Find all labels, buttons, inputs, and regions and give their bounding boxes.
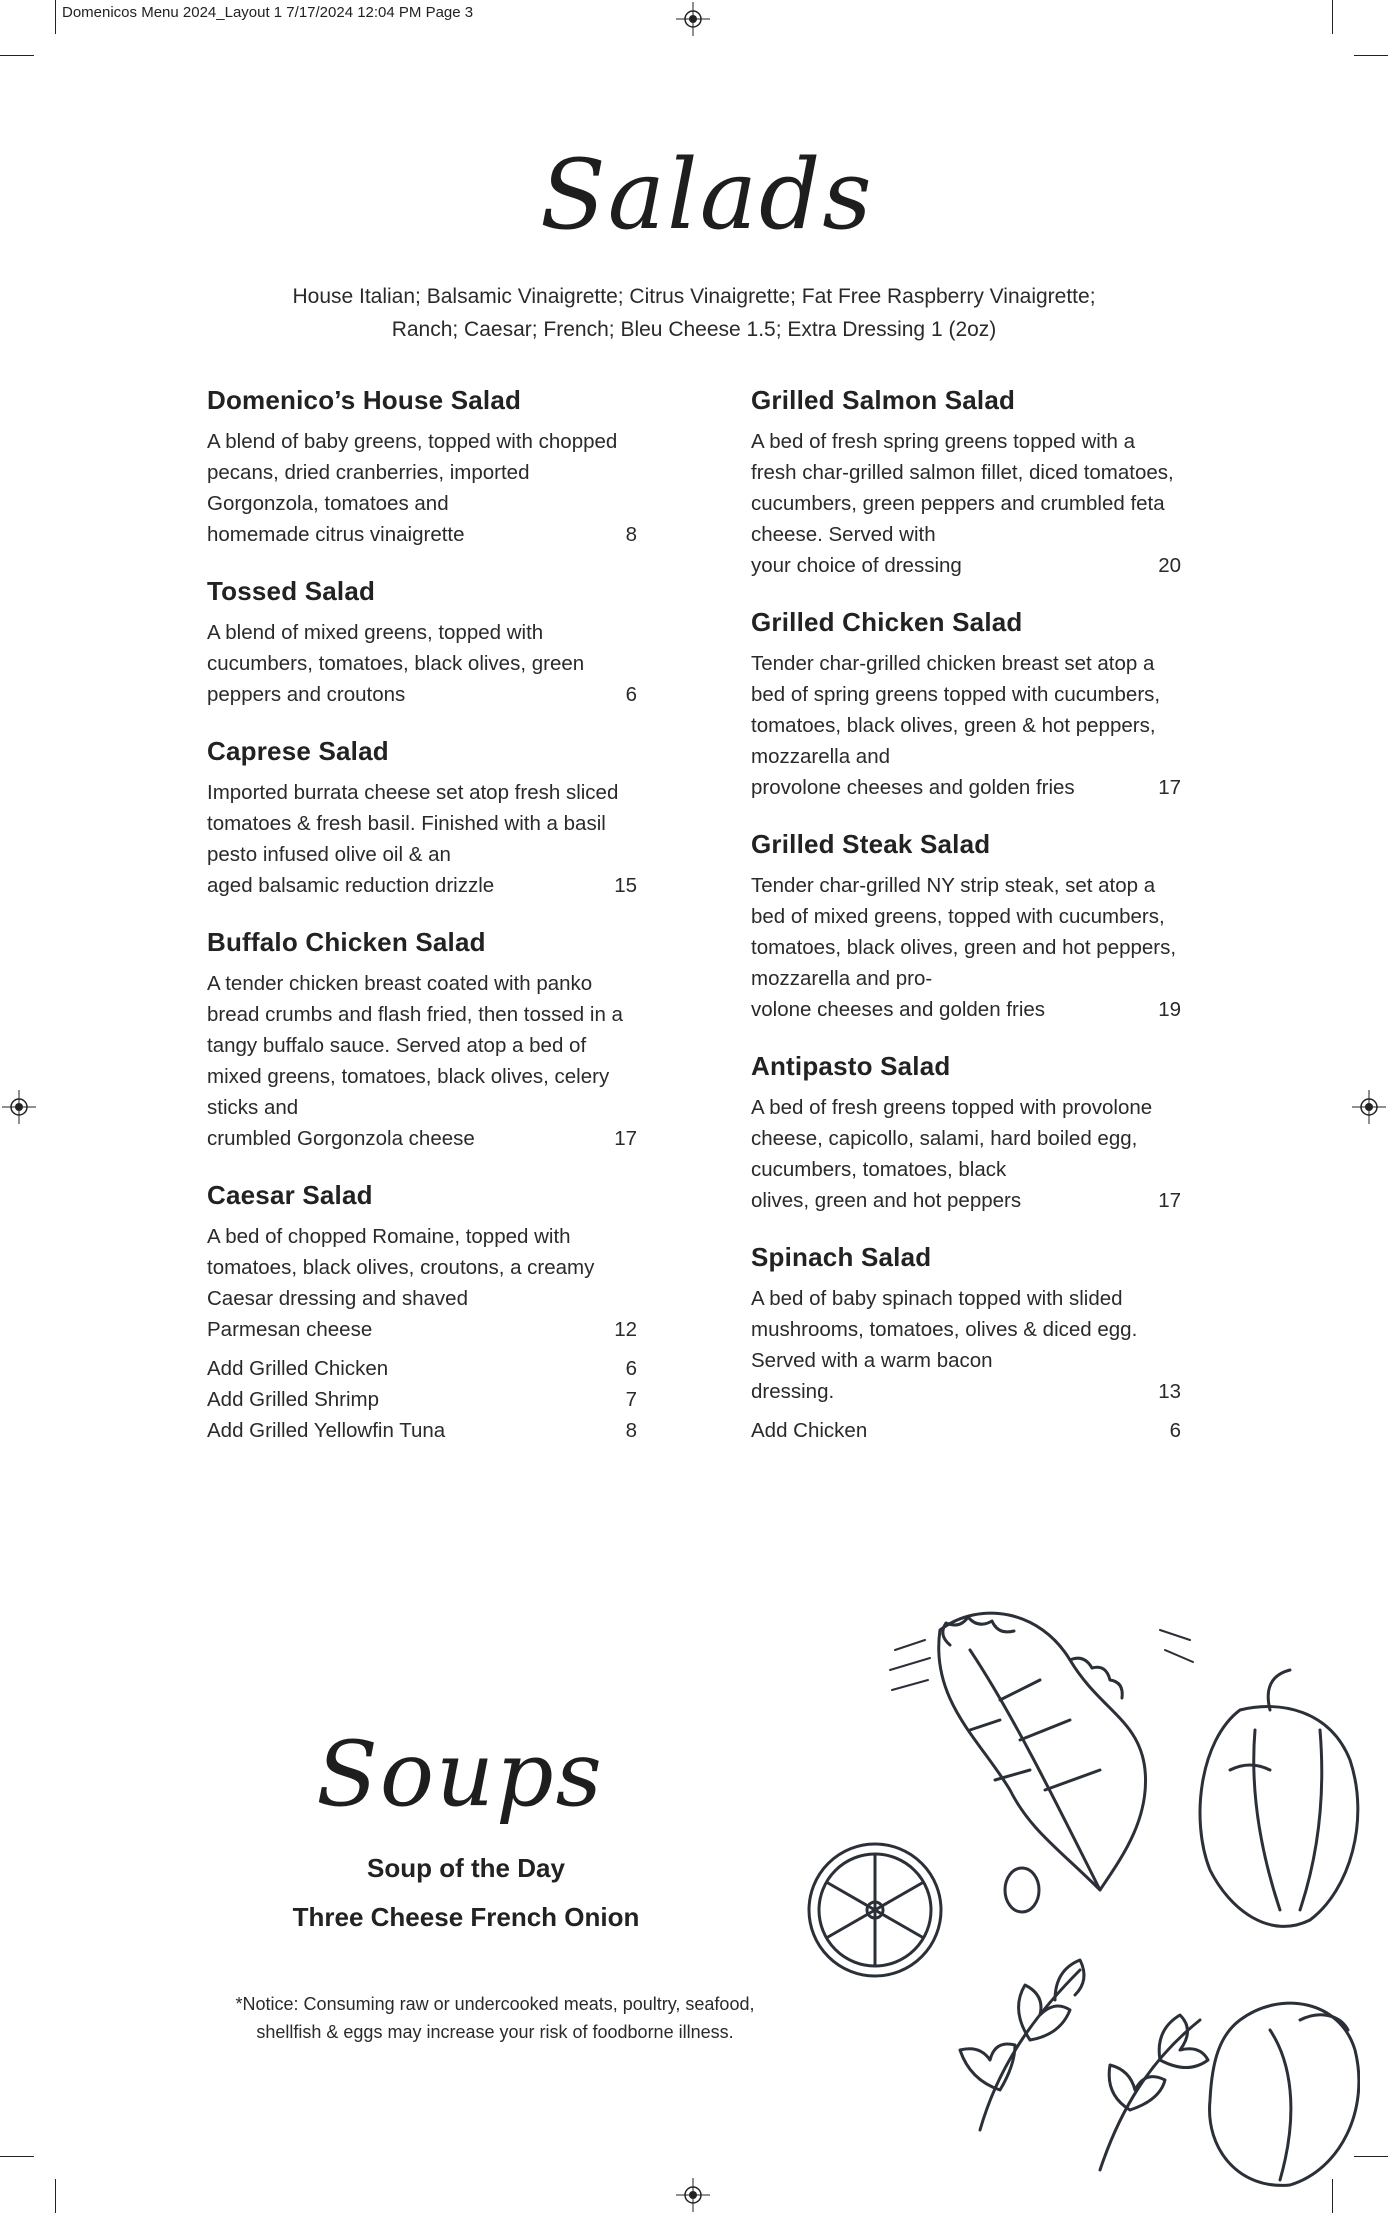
addon-name: Add Grilled Chicken xyxy=(207,1357,389,1380)
addon-row xyxy=(207,1415,637,1446)
addon-name: Add Chicken xyxy=(751,1419,868,1442)
item-price: 8 xyxy=(625,523,637,546)
addon-name: Add Grilled Yellowfin Tuna xyxy=(207,1419,446,1442)
dressing-options xyxy=(180,280,1208,346)
soup-item: Soup of the Day xyxy=(367,1853,565,1883)
item-description-end: olives, green and hot peppers xyxy=(751,1189,1022,1212)
crop-mark xyxy=(55,2179,56,2213)
addon-price: 7 xyxy=(625,1388,637,1411)
dressing-options-line: Ranch; Caesar; French; Bleu Cheese 1.5; Extra Dressing 1 (2oz) xyxy=(391,318,997,341)
addon-row xyxy=(207,1384,637,1415)
menu-item xyxy=(207,1180,637,1446)
item-price: 12 xyxy=(614,1318,637,1341)
dressing-options-line: House Italian; Balsamic Vinaigrette; Citrus Vinaigrette; Fat Free Raspberry Vinaigrette; xyxy=(292,285,1096,308)
menu-item xyxy=(751,829,1181,1025)
menu-item xyxy=(207,385,637,550)
notice-line: *Notice: Consuming raw or undercooked meats, poultry, seafood, xyxy=(235,1994,755,2014)
item-description: A tender chicken breast coated with panko bread crumbs and flash fried, then tossed in a tangy buffalo sauce. Served atop a bed of mixed greens, tomatoes, black olives, celery sticks and xyxy=(207,972,623,1119)
salad-column-left xyxy=(207,385,637,1472)
addon-price: 6 xyxy=(625,1357,637,1380)
item-price: 15 xyxy=(614,874,637,897)
item-name: Tossed Salad xyxy=(207,576,376,606)
item-name: Spinach Salad xyxy=(751,1242,932,1272)
registration-mark-icon xyxy=(1352,1090,1386,1124)
menu-item xyxy=(751,1051,1181,1216)
addon-price: 6 xyxy=(1169,1419,1181,1442)
menu-item xyxy=(207,736,637,901)
crop-mark xyxy=(55,0,56,34)
registration-mark-icon xyxy=(676,2,710,36)
addon-price: 8 xyxy=(625,1419,637,1442)
item-price: 17 xyxy=(1158,776,1181,799)
item-description: A bed of fresh greens topped with provolone cheese, capicollo, salami, hard boiled egg, cucumbers, tomatoes, black xyxy=(751,1096,1153,1181)
lettuce-leaf-icon xyxy=(939,1613,1146,1890)
menu-item xyxy=(751,607,1181,803)
registration-mark-icon xyxy=(2,1090,36,1124)
item-price: 13 xyxy=(1158,1380,1181,1403)
item-name: Domenico’s House Salad xyxy=(207,385,522,415)
printer-slug: Domenicos Menu 2024_Layout 1 7/17/2024 12:04 PM Page 3 xyxy=(62,4,474,21)
item-description: Tender char-grilled chicken breast set atop a bed of spring greens topped with cucumbers, tomatoes, black olives, green & hot peppers, mozzarella and xyxy=(751,652,1161,768)
item-description-end: aged balsamic reduction drizzle xyxy=(207,874,495,897)
item-description-end: crumbled Gorgonzola cheese xyxy=(207,1127,475,1150)
item-description: A bed of baby spinach topped with slided mushrooms, tomatoes, olives & diced egg. Served with a warm bacon xyxy=(751,1287,1138,1372)
crop-mark xyxy=(0,55,34,56)
soup-item: Three Cheese French Onion xyxy=(292,1902,640,1932)
menu-item xyxy=(207,927,637,1154)
lemon-slice-icon xyxy=(809,1844,941,1976)
item-description: A blend of mixed greens, topped with cucumbers, tomatoes, black olives, green xyxy=(207,621,585,675)
item-description: A blend of baby greens, topped with chopped pecans, dried cranberries, imported Gorgonzola, tomatoes and xyxy=(207,430,618,515)
item-price: 19 xyxy=(1158,998,1181,1021)
item-name: Grilled Chicken Salad xyxy=(751,607,1023,637)
bell-pepper-icon xyxy=(1200,1670,1358,1926)
salads-heading: Salads xyxy=(540,139,874,251)
notice-line: shellfish & eggs may increase your risk of foodborne illness. xyxy=(256,2022,734,2042)
item-name: Caprese Salad xyxy=(207,736,389,766)
addon-row xyxy=(751,1415,1181,1446)
item-description-end: homemade citrus vinaigrette xyxy=(207,523,465,546)
item-price: 20 xyxy=(1158,554,1181,577)
item-price: 17 xyxy=(1158,1189,1181,1212)
vegetables-illustration xyxy=(800,1590,1360,2190)
item-description-end: dressing. xyxy=(751,1380,835,1403)
salad-column-right xyxy=(751,385,1181,1472)
food-safety-notice xyxy=(180,1990,810,2046)
item-description-end: peppers and croutons xyxy=(207,683,406,706)
soups-heading: Soups xyxy=(316,1722,604,1827)
item-name: Buffalo Chicken Salad xyxy=(207,927,486,957)
addon-row xyxy=(207,1353,637,1384)
item-name: Grilled Salmon Salad xyxy=(751,385,1016,415)
item-name: Grilled Steak Salad xyxy=(751,829,991,859)
registration-mark-icon xyxy=(676,2178,710,2212)
menu-item xyxy=(751,385,1181,581)
crop-mark xyxy=(0,2156,34,2157)
item-name: Antipasto Salad xyxy=(751,1051,951,1081)
parsley-sprig-icon xyxy=(960,1960,1084,2130)
item-description-end: your choice of dressing xyxy=(751,554,962,577)
item-name: Caesar Salad xyxy=(207,1180,373,1210)
crop-mark xyxy=(1354,55,1388,56)
menu-item xyxy=(207,576,637,710)
item-description: Imported burrata cheese set atop fresh sliced tomatoes & fresh basil. Finished with a basil pesto infused olive oil & an xyxy=(207,781,619,866)
item-description: Tender char-grilled NY strip steak, set atop a bed of mixed greens, topped with cucumbers, tomatoes, black olives, green and hot peppers, mozzarella and pro- xyxy=(751,874,1177,990)
item-description-end: volone cheeses and golden fries xyxy=(751,998,1046,1021)
item-description-end: provolone cheeses and golden fries xyxy=(751,776,1075,799)
item-description: A bed of fresh spring greens topped with a fresh char-grilled salmon fillet, diced tomatoes, cucumbers, green peppers and crumbled feta cheese. Served with xyxy=(751,430,1174,546)
item-price: 17 xyxy=(614,1127,637,1150)
crop-mark xyxy=(1332,0,1333,34)
parsley-sprig-icon xyxy=(1100,2015,1208,2170)
olive-icon xyxy=(1005,1868,1039,1912)
bell-pepper-icon xyxy=(1210,2003,1359,2185)
item-description-end: Parmesan cheese xyxy=(207,1318,373,1341)
item-price: 6 xyxy=(625,683,637,706)
menu-item xyxy=(751,1242,1181,1446)
addon-name: Add Grilled Shrimp xyxy=(207,1388,380,1411)
item-description: A bed of chopped Romaine, topped with tomatoes, black olives, croutons, a creamy Caesar dressing and shaved xyxy=(207,1225,595,1310)
